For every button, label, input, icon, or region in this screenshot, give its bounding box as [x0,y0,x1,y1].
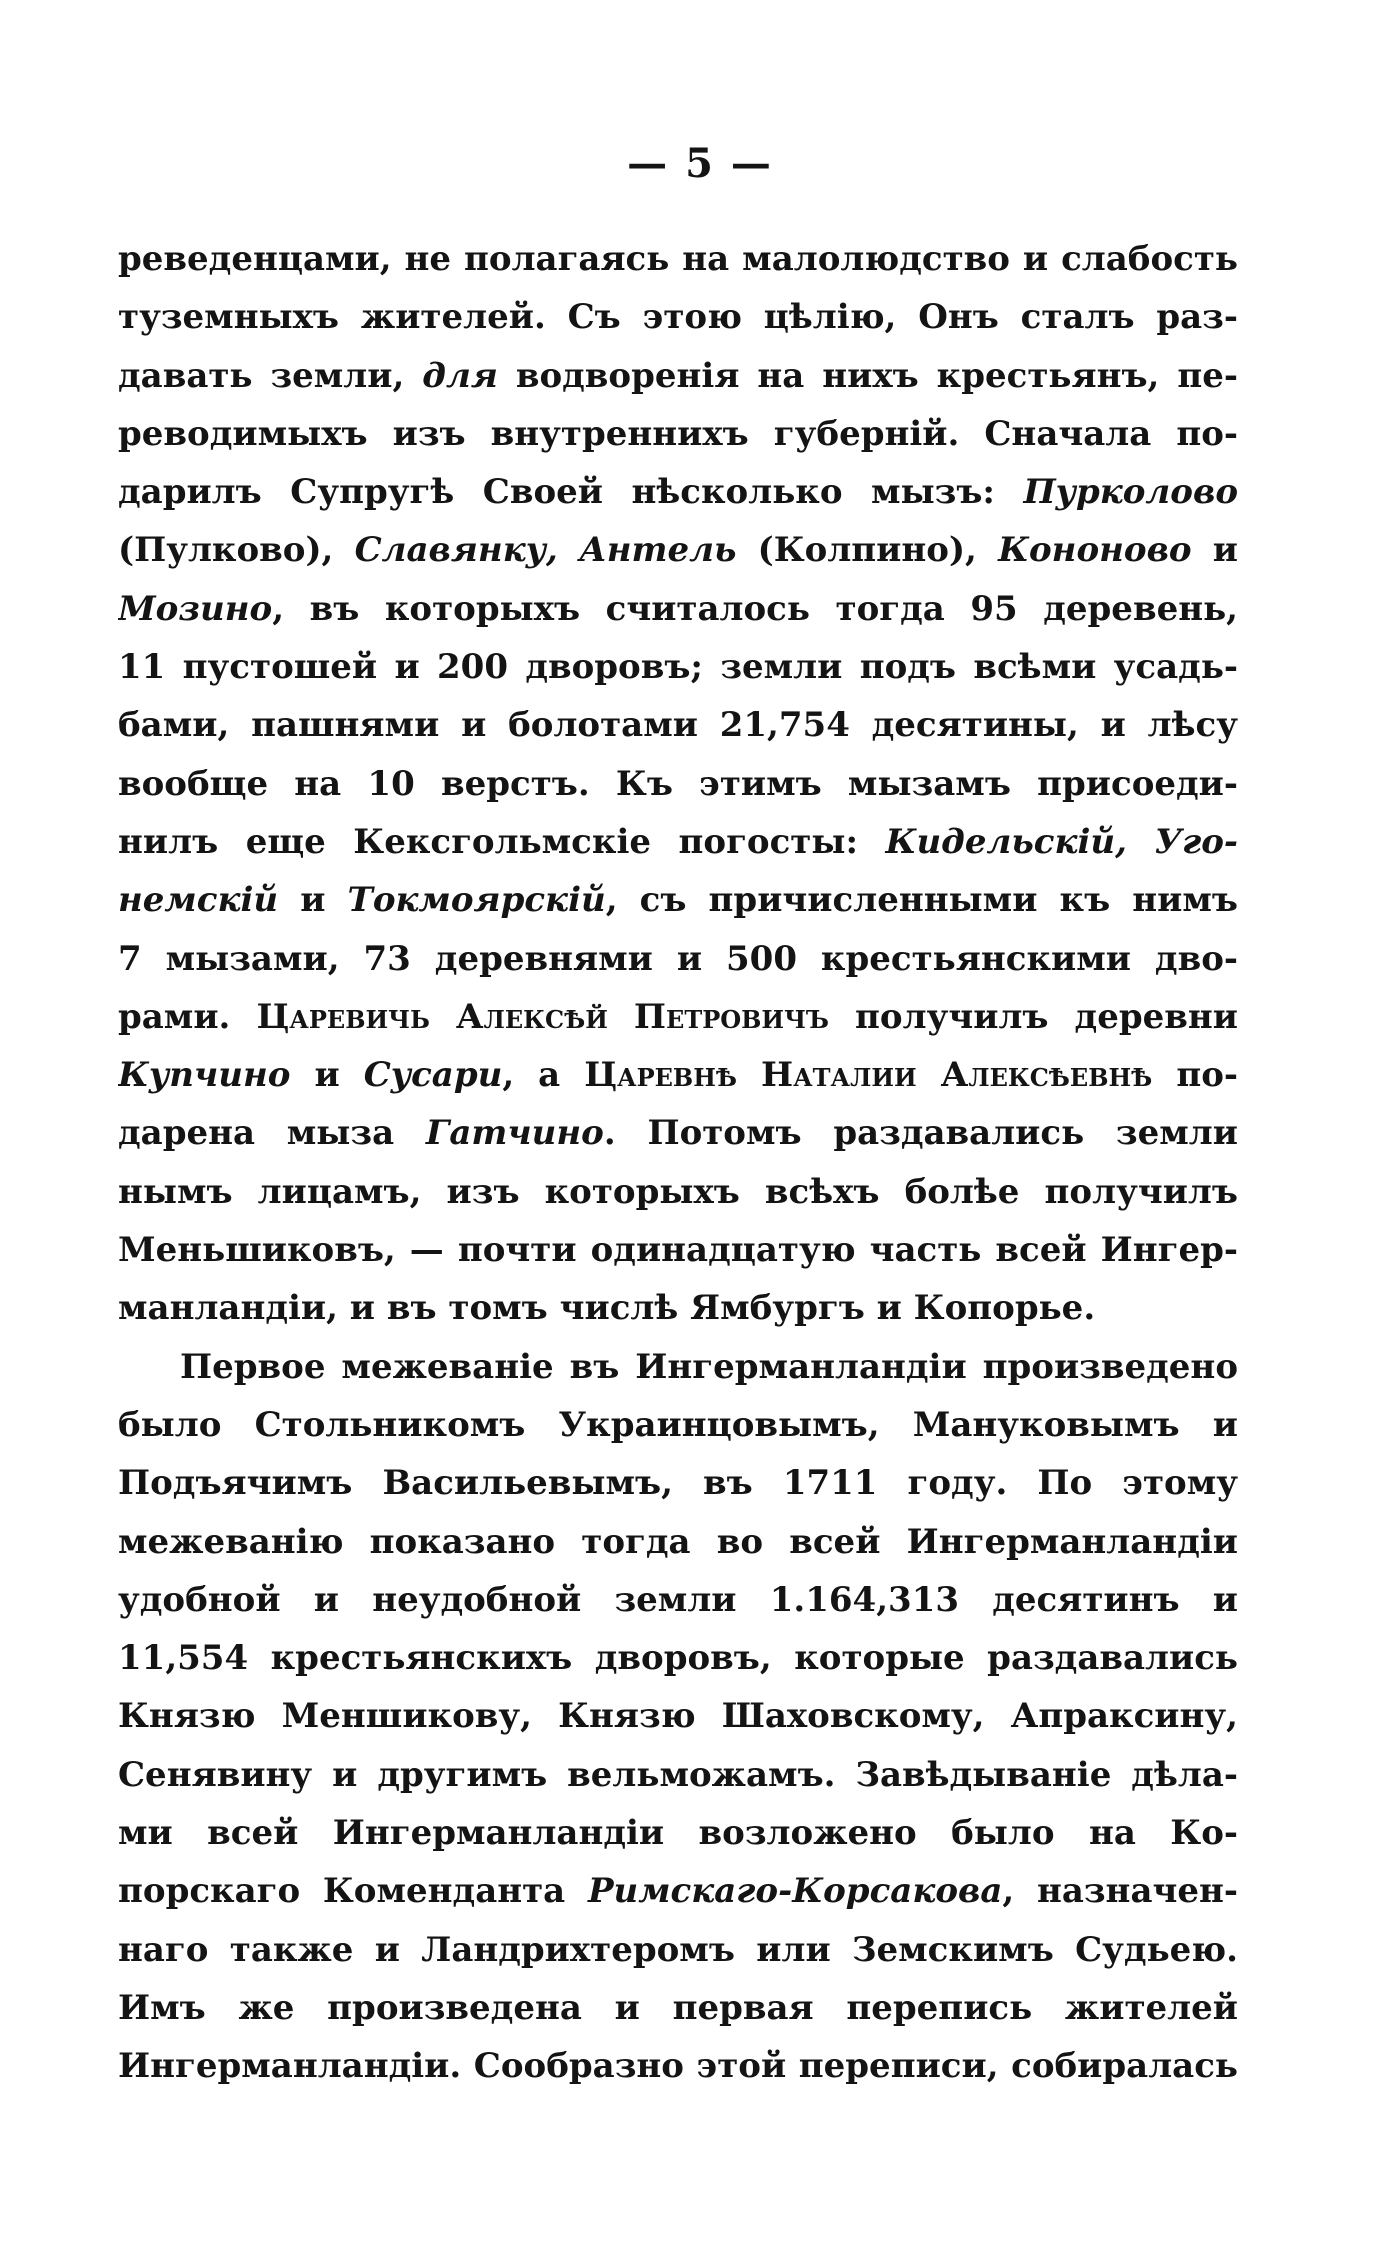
text-line [118,580,1238,638]
italic-name: Славянку, Антель [354,530,737,571]
italic-name: Кононово [998,530,1192,571]
text-run: Ингерманландіи. Сообразно этой переписи, собиралась [118,2046,1238,2087]
text-run: Меньшиковъ, — почти одинадцатую часть всей Ингер- [118,1230,1238,1271]
text-run: и [1191,530,1238,571]
text-line [118,521,1238,579]
text-run: ми всей Ингерманландіи возложено было на Ко- [118,1813,1238,1854]
italic-name: Гатчино [425,1113,604,1154]
text-run: удобной и неудобной земли 1.164,313 десятинъ и [118,1579,1238,1620]
text-run: . Потомъ раздавались земли [603,1113,1238,1154]
text-run: получилъ деревни [828,996,1238,1037]
text-run: бами, пашнями и болотами 21,754 десятины, и лѣсу [118,705,1238,746]
text-line [118,1163,1238,1221]
text-line [118,463,1238,521]
text-run: рами. [118,996,257,1037]
text-run: и [278,880,348,921]
text-run: 11 пустошей и 200 дворовъ; земли подъ всѣми усадь- [118,647,1238,688]
text-line [118,930,1238,988]
text-run: , назначен- [1002,1871,1238,1912]
text-run: было Стольникомъ Украинцовымъ, Мануковымъ и [118,1404,1238,1445]
text-run: нымъ лицамъ, изъ которыхъ всѣхъ болѣе получилъ [118,1171,1238,1212]
italic-name: Кидельскій, Уго- [885,821,1238,862]
text-run: Князю Меншикову, Князю Шаховскому, Апраксину, [118,1696,1238,1737]
text-line [118,1921,1238,1979]
text-line [118,1804,1238,1862]
text-line [118,1396,1238,1454]
text-line [118,1862,1238,1920]
text-line [118,230,1238,288]
text-line [118,755,1238,813]
text-run: Имъ же произведена и первая перепись жителей [118,1987,1238,2028]
italic-name: для [422,355,498,396]
text-line [118,1454,1238,1512]
text-line [118,1687,1238,1745]
text-run: реводимыхъ изъ внутреннихъ губерній. Сначала по- [118,413,1238,454]
text-run: дарилъ Супругѣ Своей нѣсколько мызъ: [118,472,1024,513]
text-run: порскаго Коменданта [118,1871,588,1912]
text-run: , съ причисленными къ нимъ [605,880,1238,921]
text-run: Первое межеваніе въ Ингерманландіи произведено [180,1346,1238,1387]
text-run: манландіи, и въ томъ числѣ Ямбургъ и Копорье. [118,1288,1096,1329]
text-line [118,1571,1238,1629]
text-run: межеванію показано тогда во всей Ингерманландіи [118,1521,1238,1562]
text-line [118,1046,1238,1104]
text-run: туземныхъ жителей. Съ этою цѣлію, Онъ сталъ раз- [118,297,1238,338]
italic-name: Пурколово [1023,472,1238,513]
text-line [118,1279,1238,1337]
text-run: и [290,1055,364,1096]
text-line [118,638,1238,696]
text-run: наго также и Ландрихтеромъ или Земскимъ Судьею. [118,1929,1238,1970]
italic-name: Сусари [363,1055,503,1096]
text-run: , а [502,1055,585,1096]
text-line [118,405,1238,463]
text-run: 11,554 крестьянскихъ дворовъ, которые раздавались [118,1638,1238,1679]
text-line [118,288,1238,346]
text-run: (Пулково), [118,530,355,571]
text-run: давать земли, [118,355,423,396]
text-line [118,871,1238,929]
italic-name: Мозино [118,588,273,629]
text-run: Сенявину и другимъ вельможамъ. Завѣдываніе дѣла- [118,1754,1238,1795]
page-number: — 5 — [627,140,773,187]
text-line [118,1338,1238,1396]
body-text [118,230,1238,2096]
text-line [118,1746,1238,1804]
italic-name: Токмоярскій [347,880,606,921]
text-run: вообще на 10 верстъ. Къ этимъ мызамъ присоеди- [118,763,1238,804]
text-line [118,813,1238,871]
small-caps-title: Царевнѣ Наталии Алексѣевнѣ [584,1055,1153,1096]
small-caps-title: Царевичь Алексѣй Петровичъ [256,996,829,1037]
text-run: , въ которыхъ считалось тогда 95 деревень, [272,588,1238,629]
text-line [118,1221,1238,1279]
italic-name: Римскаго-Корсакова [587,1871,1003,1912]
italic-name: Купчино [118,1055,291,1096]
text-run: водворенія на нихъ крестьянъ, пе- [497,355,1238,396]
text-line [118,1104,1238,1162]
text-run: нилъ еще Кексгольмскіе погосты: [118,821,886,862]
text-run: (Колпино), [736,530,999,571]
text-line [118,2037,1238,2095]
text-line [118,1513,1238,1571]
text-run: дарена мыза [118,1113,426,1154]
text-run: по- [1152,1055,1238,1096]
text-line [118,988,1238,1046]
text-line [118,1979,1238,2037]
text-run: Подъячимъ Васильевымъ, въ 1711 году. По этому [118,1463,1238,1504]
text-run: 7 мызами, 73 деревнями и 500 крестьянскими дво- [118,938,1238,979]
text-line [118,1629,1238,1687]
text-run: реведенцами, не полагаясь на малолюдство и слабость [118,239,1238,279]
text-line [118,347,1238,405]
text-line [118,696,1238,754]
italic-name: немскій [118,880,279,921]
